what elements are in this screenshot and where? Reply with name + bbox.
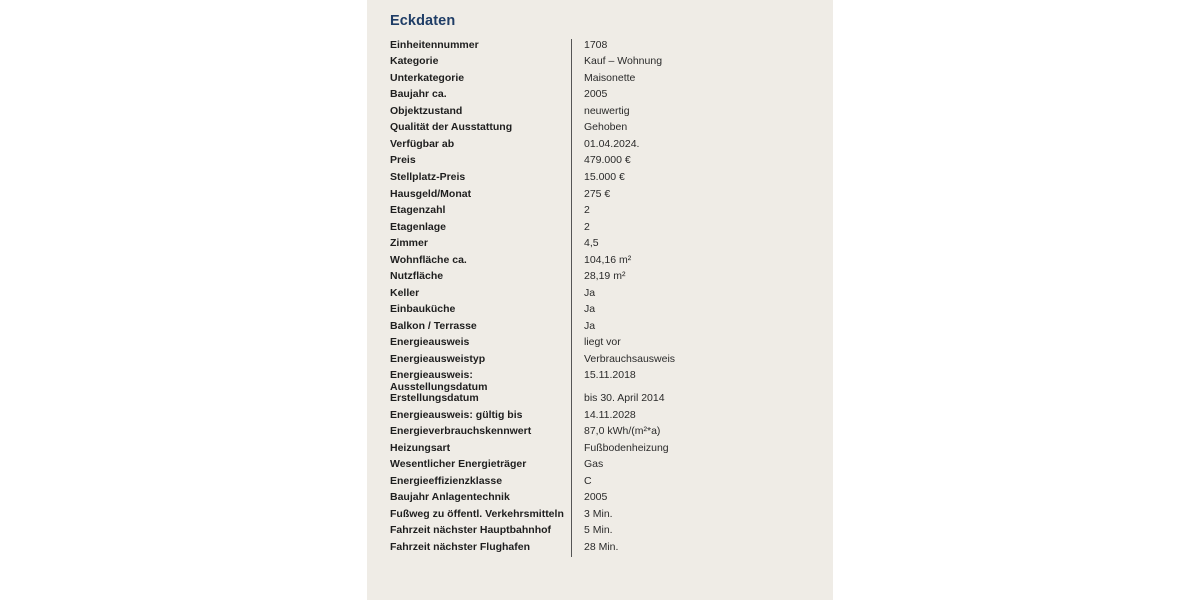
row-value: Maisonette	[584, 72, 636, 84]
row-value: Verbrauchsausweis	[584, 353, 676, 365]
column-divider	[571, 39, 572, 557]
row-label: Verfügbar ab	[390, 138, 455, 150]
row-value: 01.04.2024.	[584, 138, 640, 150]
row-label: Balkon / Terrasse	[390, 320, 477, 332]
row-value: 104,16 m²	[584, 254, 632, 266]
row-label: Baujahr Anlagentechnik	[390, 491, 510, 503]
row-value: 15.000 €	[584, 171, 625, 183]
row-value: C	[584, 475, 592, 487]
row-label: Stellplatz-Preis	[390, 171, 466, 183]
page-title: Eckdaten	[390, 13, 456, 29]
row-value: Gehoben	[584, 121, 628, 133]
row-value: 3 Min.	[584, 508, 613, 520]
row-value: 15.11.2018	[584, 369, 636, 381]
row-label: Energieausweis: Ausstellungsdatum	[390, 369, 488, 393]
row-label: Nutzfläche	[390, 270, 444, 282]
row-value: 2005	[584, 491, 608, 503]
row-label: Einbauküche	[390, 303, 456, 315]
row-value: Kauf – Wohnung	[584, 55, 663, 67]
row-label: Etagenlage	[390, 221, 447, 233]
row-label: Energieausweistyp	[390, 353, 486, 365]
row-label: Qualität der Ausstattung	[390, 121, 513, 133]
row-value: 479.000 €	[584, 154, 631, 166]
row-label: Unterkategorie	[390, 72, 465, 84]
row-label: Keller	[390, 287, 420, 299]
row-value: 2	[584, 204, 590, 216]
row-value: neuwertig	[584, 105, 630, 117]
row-value: 28 Min.	[584, 541, 619, 553]
row-value: Ja	[584, 303, 596, 315]
document-page	[367, 0, 833, 600]
row-label: Einheitennummer	[390, 39, 479, 51]
row-label: Heizungsart	[390, 442, 451, 454]
row-label: Fahrzeit nächster Hauptbahnhof	[390, 524, 552, 536]
row-value: Ja	[584, 320, 596, 332]
row-value: 28,19 m²	[584, 270, 626, 282]
row-label: Preis	[390, 154, 416, 166]
row-label: Fußweg zu öffentl. Verkehrsmitteln	[390, 508, 564, 520]
row-label: Wesentlicher Energieträger	[390, 458, 527, 470]
row-value: Ja	[584, 287, 596, 299]
row-label: Zimmer	[390, 237, 428, 249]
row-value: Fußbodenheizung	[584, 442, 669, 454]
row-label: Energieverbrauchskennwert	[390, 425, 532, 437]
row-label: Fahrzeit nächster Flughafen	[390, 541, 531, 553]
row-label: Energieeffizienzklasse	[390, 475, 503, 487]
row-label: Etagenzahl	[390, 204, 446, 216]
row-value: 2005	[584, 88, 608, 100]
row-value: liegt vor	[584, 336, 621, 348]
row-label: Energieausweis	[390, 336, 470, 348]
row-label: Energieausweis: gültig bis	[390, 409, 523, 421]
row-value: 2	[584, 221, 590, 233]
row-value: 87,0 kWh/(m²*a)	[584, 425, 661, 437]
row-label: Objektzustand	[390, 105, 463, 117]
row-label: Erstellungsdatum	[390, 392, 479, 404]
row-value: bis 30. April 2014	[584, 392, 665, 404]
row-value: 275 €	[584, 188, 611, 200]
row-value: 1708	[584, 39, 608, 51]
row-value: 5 Min.	[584, 524, 613, 536]
row-label: Hausgeld/Monat	[390, 188, 472, 200]
row-label: Baujahr ca.	[390, 88, 447, 100]
row-label: Wohnfläche ca.	[390, 254, 467, 266]
row-value: 14.11.2028	[584, 409, 636, 421]
row-value: Gas	[584, 458, 604, 470]
row-value: 4,5	[584, 237, 599, 249]
row-label: Kategorie	[390, 55, 439, 67]
